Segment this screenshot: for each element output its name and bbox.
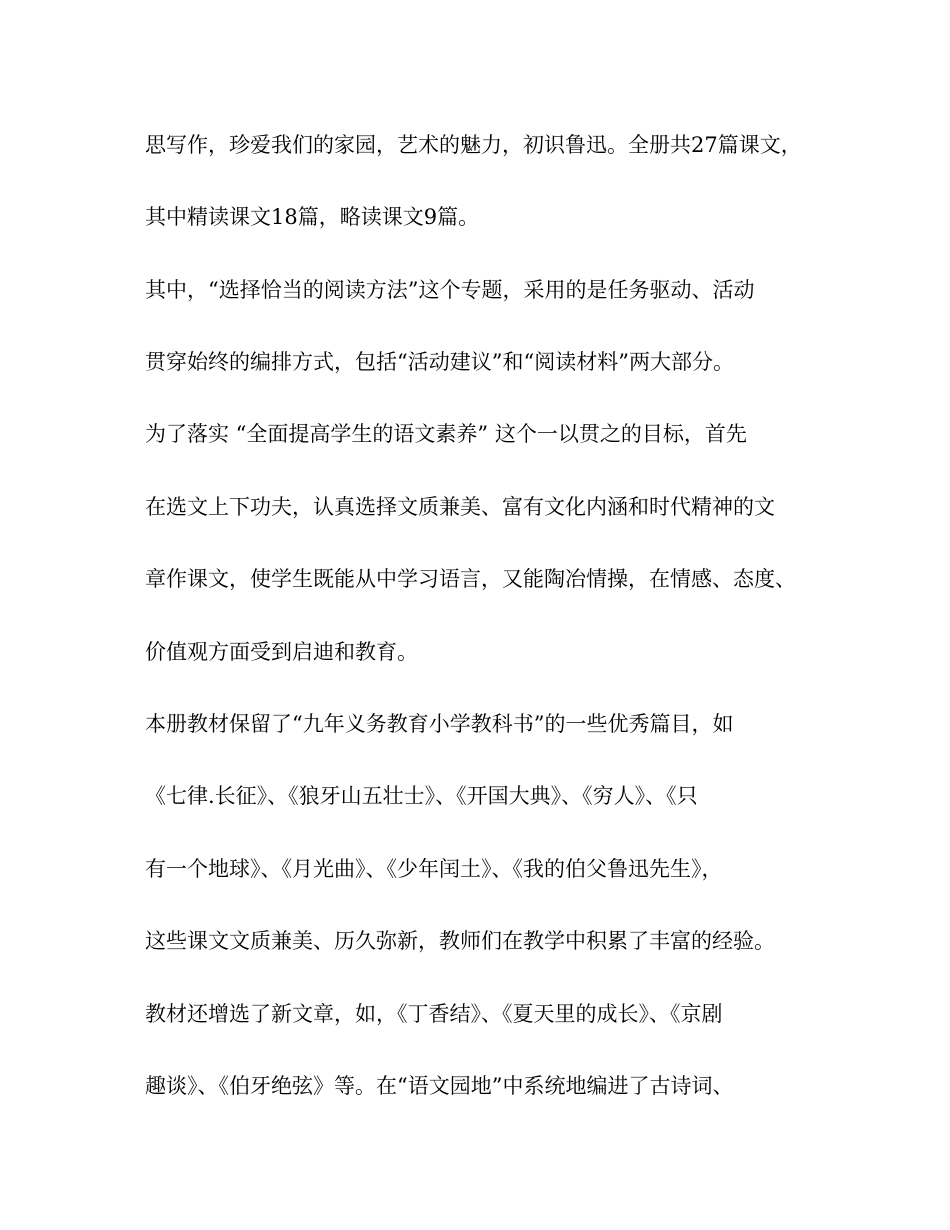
- text-line-10: 《七律.长征》、《狼牙山五壮士》、《开国大典》、《穷人》、《只: [145, 784, 698, 808]
- text-line-8: 价值观方面受到启迪和教育。: [145, 640, 418, 664]
- text-line-5: 为了落实 “全面提高学生的语文素养” 这个一以贯之的目标，首先: [145, 422, 747, 446]
- text-line-2: 其中精读课文18篇，略读课文9篇。: [145, 205, 480, 229]
- text-line-3: 其中，“选择恰当的阅读方法”这个专题，采用的是任务驱动、活动: [145, 278, 755, 302]
- text-line-9: 本册教材保留了“九年义务教育小学教科书”的一些优秀篇目，如: [145, 712, 734, 736]
- text-line-7: 章作课文，使学生既能从中学习语言，又能陶冶情操，在情感、态度、: [145, 567, 796, 591]
- text-line-12: 这些课文文质兼美、历久弥新，教师们在教学中积累了丰富的经验。: [145, 929, 775, 953]
- text-line-4: 贯穿始终的编排方式，包括“活动建议”和“阅读材料”两大部分。: [145, 350, 734, 374]
- text-line-13: 教材还增选了新文章，如，《丁香结》、《夏天里的成长》、《京剧: [145, 1002, 723, 1026]
- text-line-6: 在选文上下功夫，认真选择文质兼美、富有文化内涵和时代精神的文: [145, 495, 775, 519]
- text-line-1: 思写作，珍爱我们的家园，艺术的魅力，初识鲁迅。全册共27篇课文，: [145, 133, 802, 157]
- text-line-14: 趣谈》、《伯牙绝弦》等。在“语文园地”中系统地编进了古诗词、: [145, 1074, 734, 1098]
- text-line-11: 有一个地球》、《月光曲》、《少年闰土》、《我的伯父鲁迅先生》，: [145, 857, 723, 881]
